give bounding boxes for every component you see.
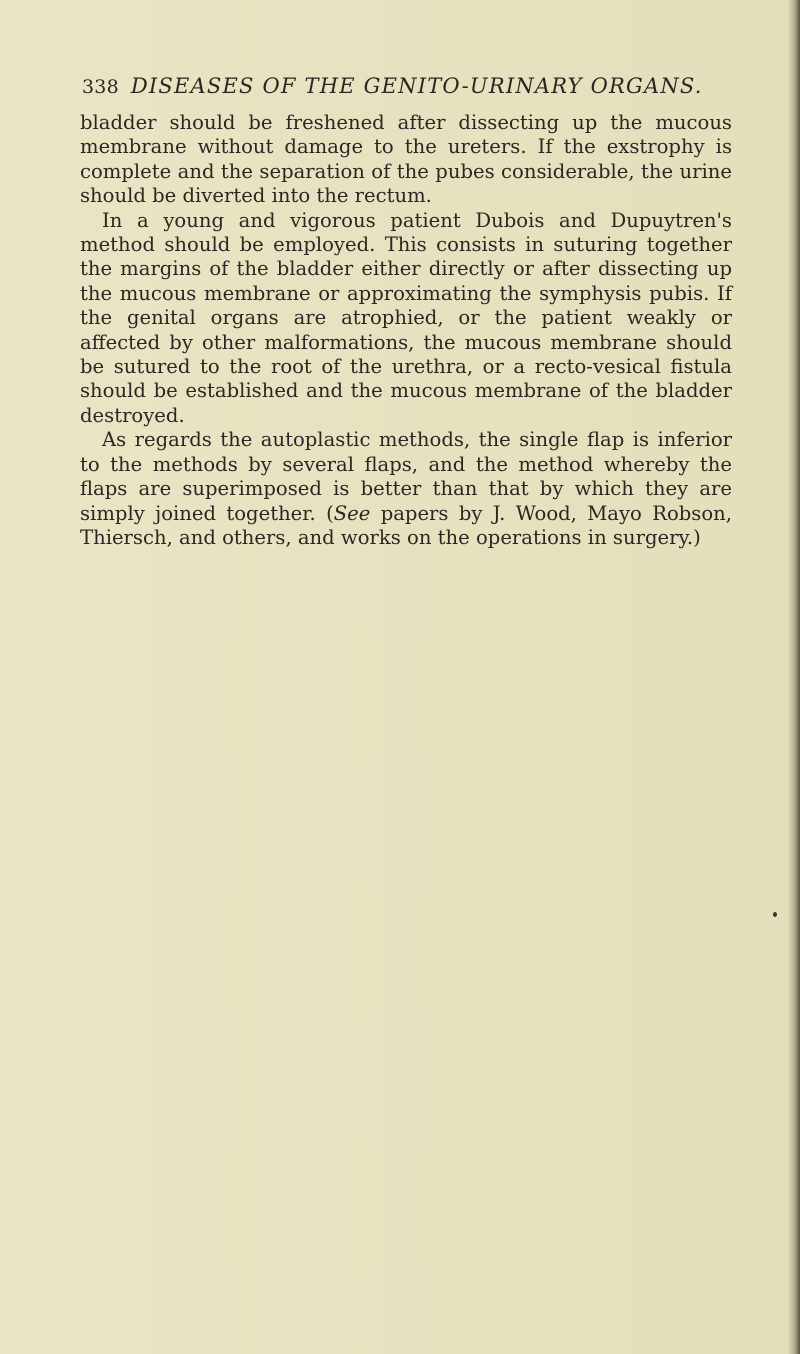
page-number: 338: [82, 76, 119, 98]
paragraph-3: [80, 428, 732, 550]
ink-speck: [773, 912, 777, 917]
running-head: [82, 74, 702, 108]
paragraph-2: In a young and vigorous patient Dubois and Dupuytren's method should be employed. This consists in suturing together the margins of the bladder either directly or after dissecting up the mucous membrane or approximating the symphysis pubis. If the genital organs are atrophied, or the patient weakly or affected by other malformations, the mucous membrane should be sutured to the root of the urethra, or a recto-vesical fistula should be established and the mucous membrane of the bladder destroyed.: [80, 208, 732, 427]
body-text: [80, 111, 732, 550]
paragraph-3-italic-see: See: [333, 501, 371, 525]
paragraph-1: bladder should be freshened after dissecting up the mucous membrane without damage to the ureters. If the exstrophy is complete and the separation of the pubes considerable, the urine should be diverted into the rectum.: [80, 111, 732, 208]
paragraph-3-text-start: As regards the autoplastic methods, the single flap is inferior to the methods by several flaps, and the method whereby the flaps are superimposed is better than that by which they are simply joined together. (: [80, 428, 732, 525]
page-edge-shadow: [788, 0, 800, 1354]
running-head-title: DISEASES OF THE GENITO-URINARY ORGANS.: [130, 74, 703, 98]
paragraph-3-text-end: papers by J. Wood, Mayo Robson, Thiersch, and others, and works on the operations in surgery.): [80, 501, 732, 549]
